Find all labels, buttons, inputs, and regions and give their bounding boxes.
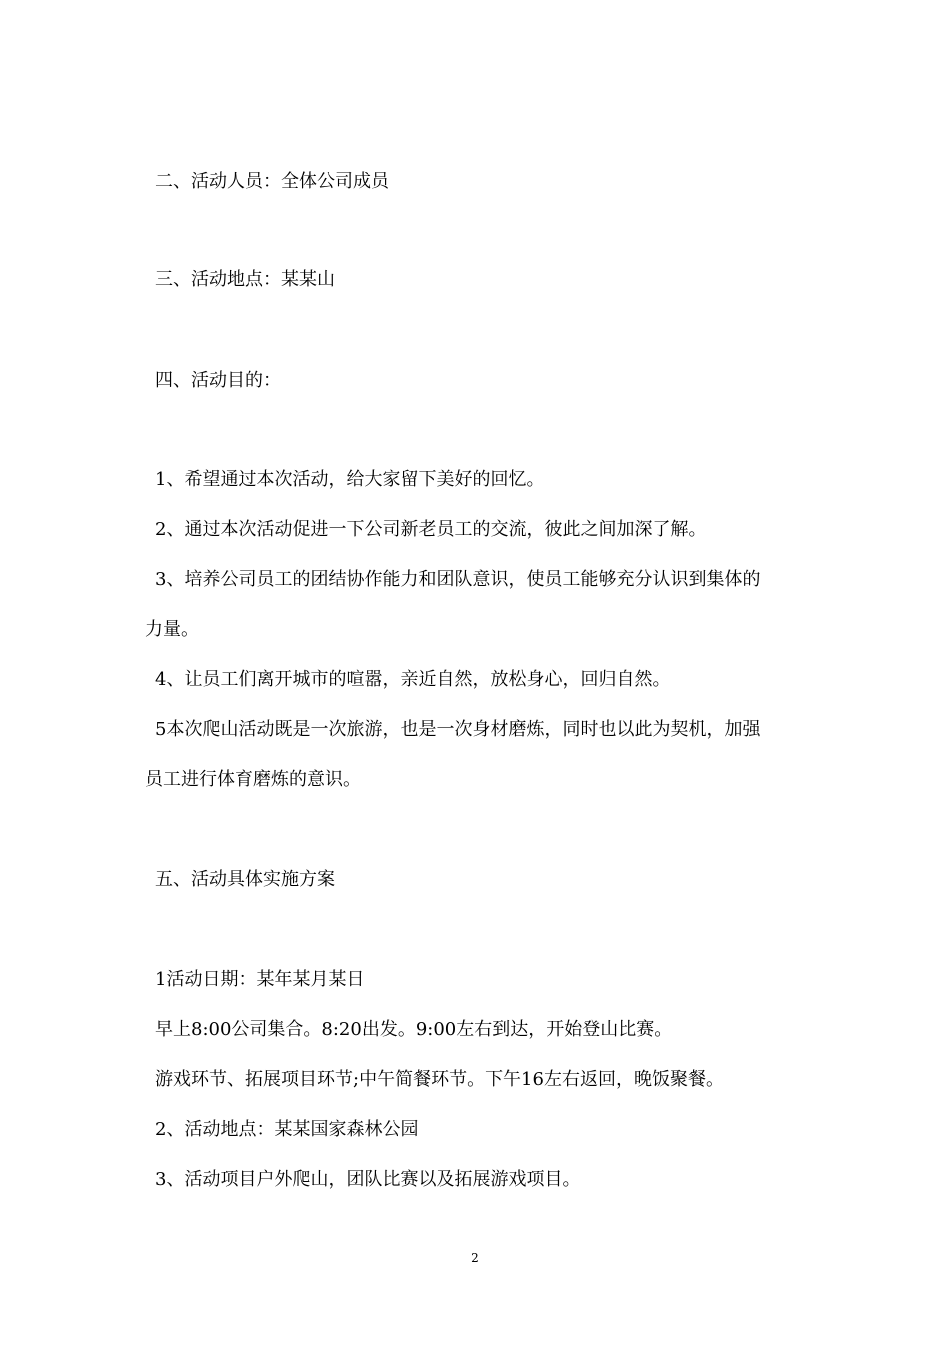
- section-purpose-heading: 四、活动目的：: [155, 370, 281, 391]
- purpose-item-4: 4、让员工们离开城市的喧嚣，亲近自然，放松身心，回归自然。: [155, 669, 671, 690]
- plan-item-schedule: 游戏环节、拓展项目环节;中午简餐环节。下午16左右返回，晚饭聚餐。: [155, 1069, 724, 1090]
- section-plan-heading: 五、活动具体实施方案: [155, 869, 335, 890]
- purpose-item-5-continued: 员工进行体育磨炼的意识。: [145, 769, 361, 790]
- purpose-item-5: 5本次爬山活动既是一次旅游，也是一次身材磨炼，同时也以此为契机，加强: [155, 719, 761, 740]
- purpose-item-3: 3、培养公司员工的团结协作能力和团队意识，使员工能够充分认识到集体的: [155, 569, 761, 590]
- plan-item-date: 1活动日期：某年某月某日: [155, 969, 365, 990]
- page-number: 2: [471, 1251, 479, 1265]
- section-location: 三、活动地点：某某山: [155, 269, 335, 290]
- plan-item-activities: 3、活动项目户外爬山，团队比赛以及拓展游戏项目。: [155, 1169, 581, 1190]
- purpose-item-1: 1、希望通过本次活动，给大家留下美好的回忆。: [155, 469, 545, 490]
- purpose-item-2: 2、通过本次活动促进一下公司新老员工的交流，彼此之间加深了解。: [155, 519, 707, 540]
- purpose-item-3-continued: 力量。: [145, 619, 199, 640]
- section-personnel: 二、活动人员：全体公司成员: [155, 171, 389, 192]
- plan-item-morning: 早上8:00公司集合。8:20出发。9:00左右到达，开始登山比赛。: [155, 1019, 673, 1040]
- plan-item-location: 2、活动地点：某某国家森林公园: [155, 1119, 419, 1140]
